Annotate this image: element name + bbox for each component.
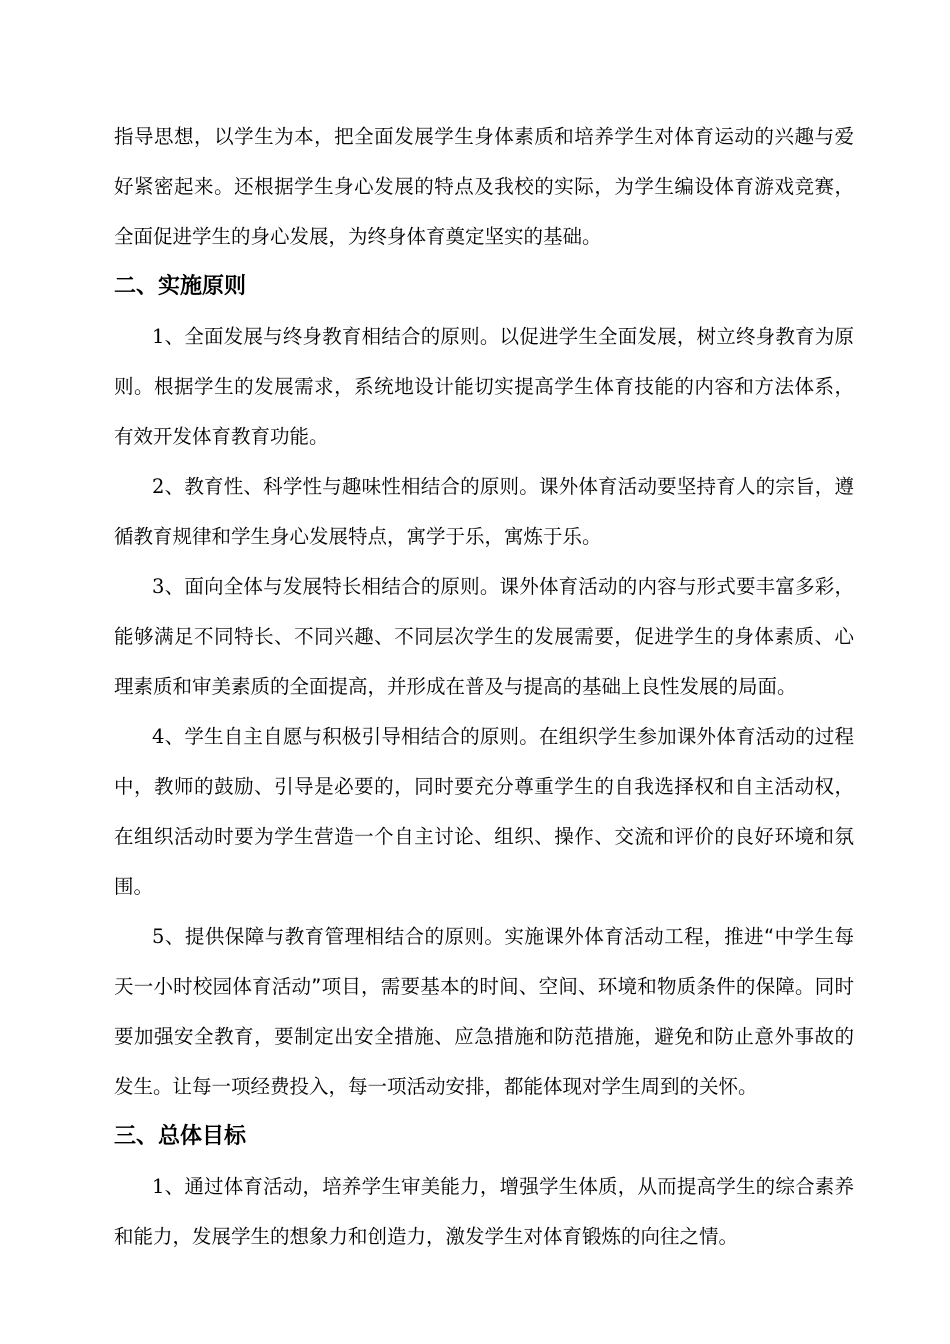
item-text: 教育性、科学性与趣味性相结合的原则。课外体育活动要坚持育人的宗旨，遵循教育规律和学生身心发展特点，寓学于乐，寓炼于乐。 (114, 475, 854, 548)
item-number: 3、 (152, 575, 185, 598)
intro-paragraph: 指导思想，以学生为本，把全面发展学生身体素质和培养学生对体育运动的兴趣与爱好紧密起来。还根据学生身心发展的特点及我校的实际，为学生编设体育游戏竞赛，全面促进学生的身心发展，为终身体育奠定坚实的基础。 (114, 125, 854, 248)
item-text: 学生自主自愿与积极引导相结合的原则。在组织学生参加课外体育活动的过程中，教师的鼓励、引导是必要的，同时要充分尊重学生的自我选择权和自主活动权，在组织活动时要为学生营造一个自主讨论、组织、操作、交流和评价的良好环境和氛围。 (114, 725, 854, 898)
section-heading-goals: 三、总体目标 (114, 1124, 247, 1149)
item-text: 面向全体与发展特长相结合的原则。课外体育活动的内容与形式要丰富多彩，能够满足不同特长、不同兴趣、不同层次学生的发展需要，促进学生的身体素质、心理素质和审美素质的全面提高，并形成在普及与提高的基础上良性发展的局面。 (114, 575, 854, 698)
principle-item-2 (114, 462, 854, 562)
document-page (114, 112, 854, 1262)
item-text: 全面发展与终身教育相结合的原则。以促进学生全面发展，树立终身教育为原则。根据学生的发展需求，系统地设计能切实提高学生体育技能的内容和方法体系，有效开发体育教育功能。 (114, 325, 854, 448)
item-number: 1、 (152, 325, 185, 348)
principle-item-4 (114, 712, 854, 912)
item-text: 提供保障与教育管理相结合的原则。实施课外体育活动工程，推进“中学生每天一小时校园体育活动”项目，需要基本的时间、空间、环境和物质条件的保障。同时要加强安全教育，要制定出安全措施、应急措施和防范措施，避免和防止意外事故的发生。让每一项经费投入，每一项活动安排，都能体现对学生周到的关怀。 (114, 925, 854, 1098)
item-number: 5、 (152, 925, 185, 948)
goal-item-1 (114, 1162, 854, 1262)
principle-item-3 (114, 562, 854, 712)
principle-item-5 (114, 912, 854, 1112)
principle-item-1 (114, 312, 854, 462)
item-number: 2、 (152, 475, 185, 498)
item-number: 1、 (152, 1175, 185, 1198)
section-heading-principles: 二、实施原则 (114, 274, 247, 299)
item-number: 4、 (152, 725, 185, 748)
item-text: 通过体育活动，培养学生审美能力，增强学生体质，从而提高学生的综合素养和能力，发展学生的想象力和创造力，激发学生对体育锻炼的向往之情。 (114, 1175, 854, 1248)
